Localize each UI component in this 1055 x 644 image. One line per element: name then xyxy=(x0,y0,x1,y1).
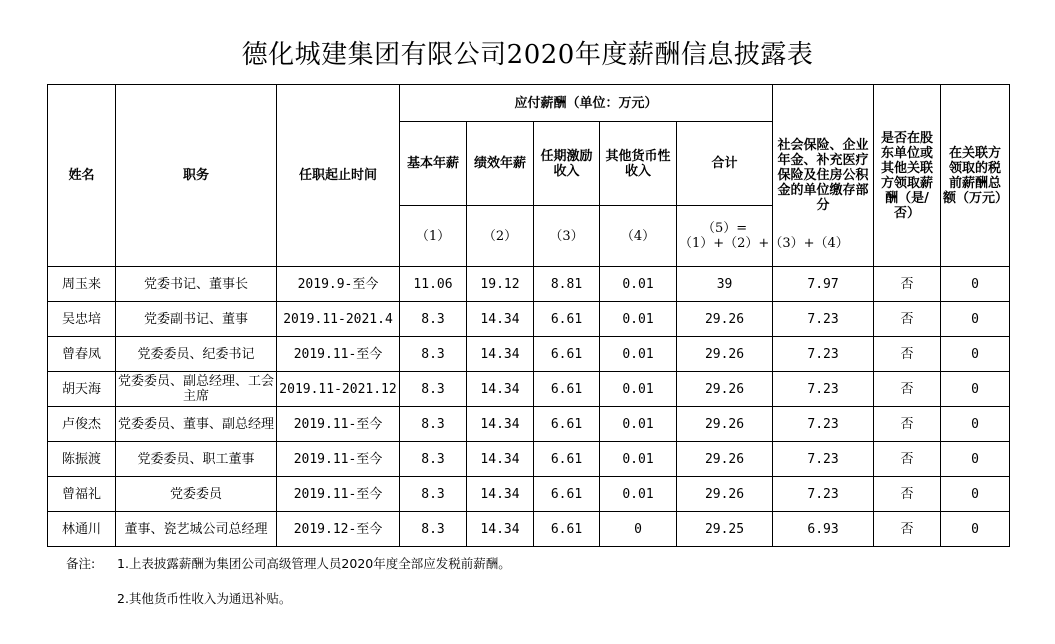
cell-total: 29.26 xyxy=(677,302,773,337)
cell-related-pay: 0 xyxy=(941,477,1010,512)
cell-incentive: 6.61 xyxy=(534,477,600,512)
header-payable-group: 应付薪酬（单位：万元） xyxy=(400,85,773,122)
cell-basic: 8.3 xyxy=(400,442,467,477)
cell-performance: 14.34 xyxy=(467,442,534,477)
cell-incentive: 6.61 xyxy=(534,442,600,477)
cell-social-insurance: 7.23 xyxy=(773,372,874,407)
table-body xyxy=(48,267,1010,547)
table-row xyxy=(48,407,1010,442)
header-position: 职务 xyxy=(116,85,277,267)
cell-total: 39 xyxy=(677,267,773,302)
cell-name: 曾春凤 xyxy=(48,337,116,372)
cell-name: 胡天海 xyxy=(48,372,116,407)
cell-performance: 14.34 xyxy=(467,407,534,442)
cell-related-pay: 0 xyxy=(941,512,1010,547)
cell-position: 党委委员、纪委书记 xyxy=(116,337,277,372)
cell-other-income: 0.01 xyxy=(600,267,677,302)
cell-performance: 14.34 xyxy=(467,477,534,512)
cell-total: 29.26 xyxy=(677,372,773,407)
cell-other-income: 0.01 xyxy=(600,302,677,337)
cell-incentive: 6.61 xyxy=(534,372,600,407)
table-row xyxy=(48,442,1010,477)
table-row xyxy=(48,372,1010,407)
header-name: 姓名 xyxy=(48,85,116,267)
cell-performance: 14.34 xyxy=(467,302,534,337)
cell-basic: 8.3 xyxy=(400,477,467,512)
header-other-income: 其他货币性收入 xyxy=(600,122,677,206)
cell-other-unit: 否 xyxy=(874,267,941,302)
cell-incentive: 8.81 xyxy=(534,267,600,302)
note-1: 1.上表披露薪酬为集团公司高级管理人员2020年度全部应发税前薪酬。 xyxy=(117,556,511,571)
cell-basic: 11.06 xyxy=(400,267,467,302)
cell-position: 党委委员 xyxy=(116,477,277,512)
cell-other-unit: 否 xyxy=(874,407,941,442)
cell-related-pay: 0 xyxy=(941,302,1010,337)
header-idx-3: （3） xyxy=(534,206,600,267)
cell-other-unit: 否 xyxy=(874,302,941,337)
cell-related-pay: 0 xyxy=(941,372,1010,407)
cell-other-unit: 否 xyxy=(874,477,941,512)
header-incentive: 任期激励收入 xyxy=(534,122,600,206)
cell-other-income: 0.01 xyxy=(600,337,677,372)
cell-incentive: 6.61 xyxy=(534,407,600,442)
cell-performance: 14.34 xyxy=(467,372,534,407)
cell-term: 2019.11-至今 xyxy=(277,442,400,477)
cell-other-income: 0 xyxy=(600,512,677,547)
cell-name: 陈振渡 xyxy=(48,442,116,477)
cell-position: 党委委员、董事、副总经理 xyxy=(116,407,277,442)
table-row xyxy=(48,267,1010,302)
cell-position: 党委书记、董事长 xyxy=(116,267,277,302)
cell-term: 2019.11-至今 xyxy=(277,477,400,512)
cell-other-income: 0.01 xyxy=(600,407,677,442)
cell-position: 董事、瓷艺城公司总经理 xyxy=(116,512,277,547)
cell-other-unit: 否 xyxy=(874,372,941,407)
table-row xyxy=(48,512,1010,547)
cell-related-pay: 0 xyxy=(941,267,1010,302)
cell-total: 29.26 xyxy=(677,337,773,372)
cell-other-income: 0.01 xyxy=(600,372,677,407)
cell-term: 2019.12-至今 xyxy=(277,512,400,547)
header-other-unit: 是否在股东单位或其他关联方领取薪酬（是/否） xyxy=(874,85,941,267)
note-2: 2.其他货币性收入为通迅补贴。 xyxy=(117,591,292,606)
cell-name: 卢俊杰 xyxy=(48,407,116,442)
cell-position: 党委委员、职工董事 xyxy=(116,442,277,477)
cell-term: 2019.11-2021.4 xyxy=(277,302,400,337)
cell-social-insurance: 7.23 xyxy=(773,407,874,442)
cell-total: 29.25 xyxy=(677,512,773,547)
cell-social-insurance: 7.97 xyxy=(773,267,874,302)
cell-incentive: 6.61 xyxy=(534,512,600,547)
cell-social-insurance: 7.23 xyxy=(773,442,874,477)
cell-performance: 14.34 xyxy=(467,337,534,372)
cell-name: 曾福礼 xyxy=(48,477,116,512)
cell-term: 2019.11-至今 xyxy=(277,337,400,372)
cell-other-income: 0.01 xyxy=(600,442,677,477)
header-idx-5: （5）=（1）+（2）+（3）+（4） xyxy=(677,206,773,267)
cell-position: 党委委员、副总经理、工会主席 xyxy=(116,372,277,407)
cell-basic: 8.3 xyxy=(400,407,467,442)
cell-other-unit: 否 xyxy=(874,337,941,372)
header-performance: 绩效年薪 xyxy=(467,122,534,206)
cell-total: 29.26 xyxy=(677,442,773,477)
cell-basic: 8.3 xyxy=(400,337,467,372)
page-title: 德化城建集团有限公司2020年度薪酬信息披露表 xyxy=(241,40,814,70)
header-idx-4: （4） xyxy=(600,206,677,267)
cell-related-pay: 0 xyxy=(941,407,1010,442)
header-basic: 基本年薪 xyxy=(400,122,467,206)
table-row xyxy=(48,477,1010,512)
header-related-pay: 在关联方领取的税前薪酬总额（万元） xyxy=(941,85,1010,267)
cell-position: 党委副书记、董事 xyxy=(116,302,277,337)
header-social-insurance: 社会保险、企业年金、补充医疗保险及住房公积金的单位缴存部分 xyxy=(773,85,874,267)
notes-label: 备注: xyxy=(66,556,96,571)
cell-total: 29.26 xyxy=(677,407,773,442)
cell-social-insurance: 7.23 xyxy=(773,337,874,372)
cell-name: 林通川 xyxy=(48,512,116,547)
header-total: 合计 xyxy=(677,122,773,206)
table-header xyxy=(48,85,1010,267)
cell-social-insurance: 7.23 xyxy=(773,302,874,337)
cell-basic: 8.3 xyxy=(400,372,467,407)
header-idx-1: （1） xyxy=(400,206,467,267)
table-row xyxy=(48,337,1010,372)
cell-basic: 8.3 xyxy=(400,512,467,547)
cell-name: 周玉来 xyxy=(48,267,116,302)
cell-name: 吴忠培 xyxy=(48,302,116,337)
cell-social-insurance: 7.23 xyxy=(773,477,874,512)
cell-performance: 19.12 xyxy=(467,267,534,302)
cell-term: 2019.11-至今 xyxy=(277,407,400,442)
cell-total: 29.26 xyxy=(677,477,773,512)
header-idx-2: （2） xyxy=(467,206,534,267)
cell-performance: 14.34 xyxy=(467,512,534,547)
cell-related-pay: 0 xyxy=(941,337,1010,372)
cell-term: 2019.11-2021.12 xyxy=(277,372,400,407)
cell-other-unit: 否 xyxy=(874,442,941,477)
cell-other-unit: 否 xyxy=(874,512,941,547)
cell-related-pay: 0 xyxy=(941,442,1010,477)
salary-table xyxy=(47,84,1010,547)
table-row xyxy=(48,302,1010,337)
cell-basic: 8.3 xyxy=(400,302,467,337)
cell-incentive: 6.61 xyxy=(534,302,600,337)
header-term: 任职起止时间 xyxy=(277,85,400,267)
cell-social-insurance: 6.93 xyxy=(773,512,874,547)
cell-other-income: 0.01 xyxy=(600,477,677,512)
cell-incentive: 6.61 xyxy=(534,337,600,372)
cell-term: 2019.9-至今 xyxy=(277,267,400,302)
